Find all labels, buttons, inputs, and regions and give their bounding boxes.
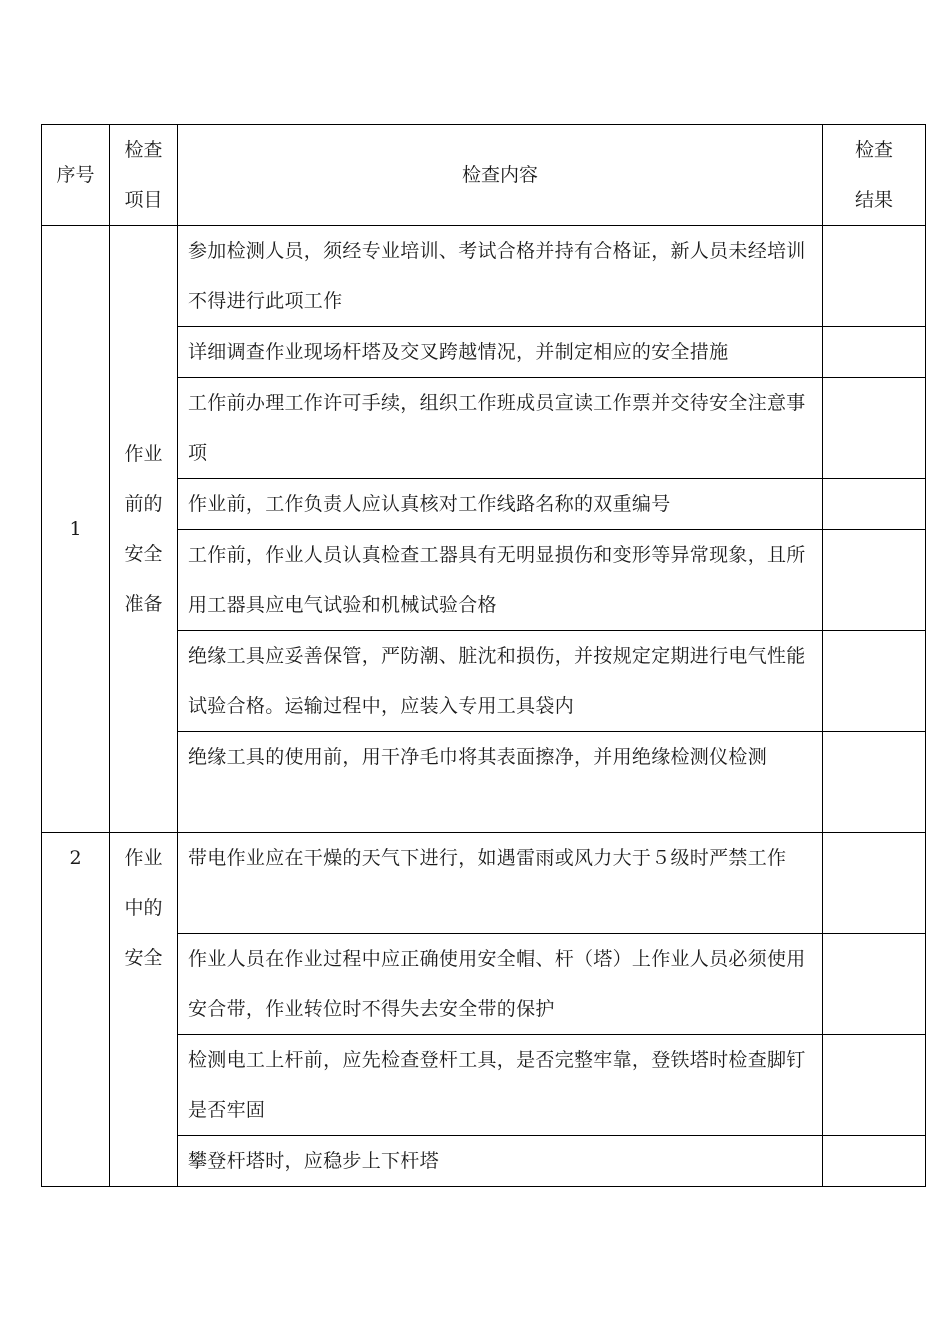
- table-row: [42, 226, 926, 327]
- section-1-item: [110, 226, 178, 833]
- check-result-cell[interactable]: [823, 631, 926, 732]
- check-content: 作业人员在作业过程中应正确使用安全帽、杆（塔）上作业人员必须使用安合带，作业转位时不得失去安全带的保护: [178, 934, 823, 1035]
- check-content: 工作前办理工作许可手续，组织工作班成员宣读工作票并交待安全注意事项: [178, 378, 823, 479]
- header-item-line: 检查: [124, 139, 163, 161]
- check-result-cell[interactable]: [823, 833, 926, 934]
- section-2-item: [110, 833, 178, 1187]
- check-content: 详细调查作业现场杆塔及交叉跨越情况，并制定相应的安全措施: [178, 327, 823, 378]
- section-1-item-line: 作业: [124, 443, 163, 465]
- section-2-item-line: 安全: [124, 947, 163, 969]
- section-1-item-line: 前的: [124, 493, 163, 515]
- check-content: 绝缘工具的使用前，用干净毛巾将其表面擦净，并用绝缘检测仪检测: [178, 732, 823, 833]
- check-content: 绝缘工具应妥善保管，严防潮、脏沈和损伤，并按规定定期进行电气性能试验合格。运输过程中，应装入专用工具袋内: [178, 631, 823, 732]
- table-row: [42, 833, 926, 934]
- header-result-line: 检查: [854, 139, 893, 161]
- check-content: 检测电工上杆前，应先检查登杆工具，是否完整牢靠，登铁塔时检查脚钉是否牢固: [178, 1035, 823, 1136]
- check-result-cell[interactable]: [823, 530, 926, 631]
- check-result-cell[interactable]: [823, 1136, 926, 1187]
- check-result-cell[interactable]: [823, 327, 926, 378]
- section-1-item-line: 安全: [124, 543, 163, 565]
- check-result-cell[interactable]: [823, 479, 926, 530]
- header-result-line: 结果: [854, 189, 893, 211]
- check-content: 作业前，工作负责人应认真核对工作线路名称的双重编号: [178, 479, 823, 530]
- check-content: 工作前，作业人员认真检查工器具有无明显损伤和变形等异常现象，且所用工器具应电气试验和机械试验合格: [178, 530, 823, 631]
- check-result-cell[interactable]: [823, 732, 926, 833]
- header-item: [110, 125, 178, 226]
- header-result: [823, 125, 926, 226]
- section-2-item-line: 作业: [124, 847, 163, 869]
- header-seq: 序号: [42, 125, 110, 226]
- section-2-seq: 2: [42, 833, 110, 1187]
- check-result-cell[interactable]: [823, 226, 926, 327]
- header-content: 检查内容: [178, 125, 823, 226]
- check-result-cell[interactable]: [823, 1035, 926, 1136]
- section-2-item-line: 中的: [124, 897, 163, 919]
- check-content: 带电作业应在干燥的天气下进行，如遇雷雨或风力大于５级时严禁工作: [178, 833, 823, 934]
- section-1-seq: 1: [42, 226, 110, 833]
- check-result-cell[interactable]: [823, 378, 926, 479]
- check-result-cell[interactable]: [823, 934, 926, 1035]
- table-header-row: [42, 125, 926, 226]
- check-content: 攀登杆塔时，应稳步上下杆塔: [178, 1136, 823, 1187]
- check-content: 参加检测人员，须经专业培训、考试合格并持有合格证，新人员未经培训不得进行此项工作: [178, 226, 823, 327]
- header-item-line: 项目: [124, 189, 163, 211]
- inspection-table: [41, 124, 926, 1187]
- section-1-item-line: 准备: [124, 593, 163, 615]
